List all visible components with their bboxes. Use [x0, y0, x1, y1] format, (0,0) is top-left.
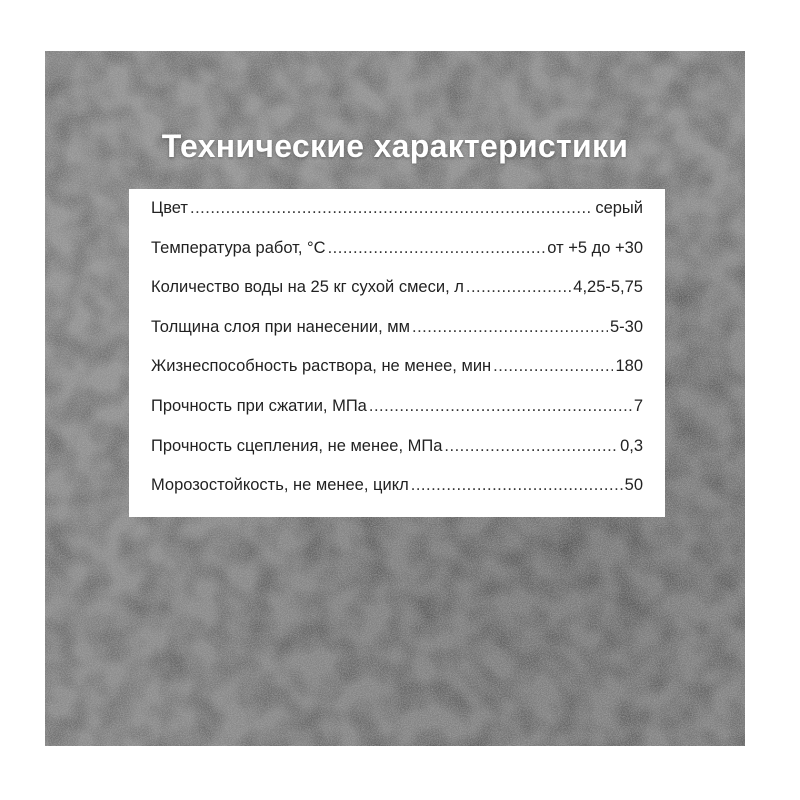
dot-leader: [466, 278, 571, 297]
spec-label: Температура работ, °С: [151, 238, 326, 257]
spec-value: 4,25-5,75: [573, 278, 643, 297]
spec-label: Прочность при сжатии, МПа: [151, 396, 367, 415]
spec-label: Количество воды на 25 кг сухой смеси, л: [151, 278, 464, 297]
spec-value: 50: [624, 476, 643, 495]
spec-row: [151, 199, 643, 239]
spec-label: Морозостойкость, не менее, цикл: [151, 476, 409, 495]
spec-value: 5-30: [609, 317, 643, 336]
spec-row: [151, 318, 643, 358]
spec-row: [151, 239, 643, 279]
spec-row: [151, 278, 643, 318]
dot-leader: [411, 476, 623, 495]
spec-value: 7: [633, 396, 643, 415]
page-title: Технические характеристики: [161, 128, 629, 164]
spec-value: 0,3: [620, 436, 643, 455]
spec-value: от +5 до +30: [547, 238, 643, 257]
dot-leader: [328, 239, 546, 258]
spec-label: Толщина слоя при нанесении, мм: [151, 317, 410, 336]
spec-row: [151, 357, 643, 397]
spec-label: Цвет: [151, 199, 188, 217]
spec-row: [151, 437, 643, 477]
dot-leader: [412, 318, 608, 337]
dot-leader: [444, 437, 618, 456]
dot-leader: [493, 357, 613, 376]
specifications-card: [129, 189, 665, 517]
spec-row: [151, 476, 643, 516]
dot-leader: [190, 199, 593, 218]
dot-leader: [369, 397, 632, 416]
spec-label: Жизнеспособность раствора, не менее, мин: [151, 357, 492, 376]
spec-label: Прочность сцепления, не менее, МПа: [151, 436, 443, 455]
spec-value: 180: [615, 357, 643, 376]
spec-value: серый: [595, 199, 643, 217]
spec-row: [151, 397, 643, 437]
